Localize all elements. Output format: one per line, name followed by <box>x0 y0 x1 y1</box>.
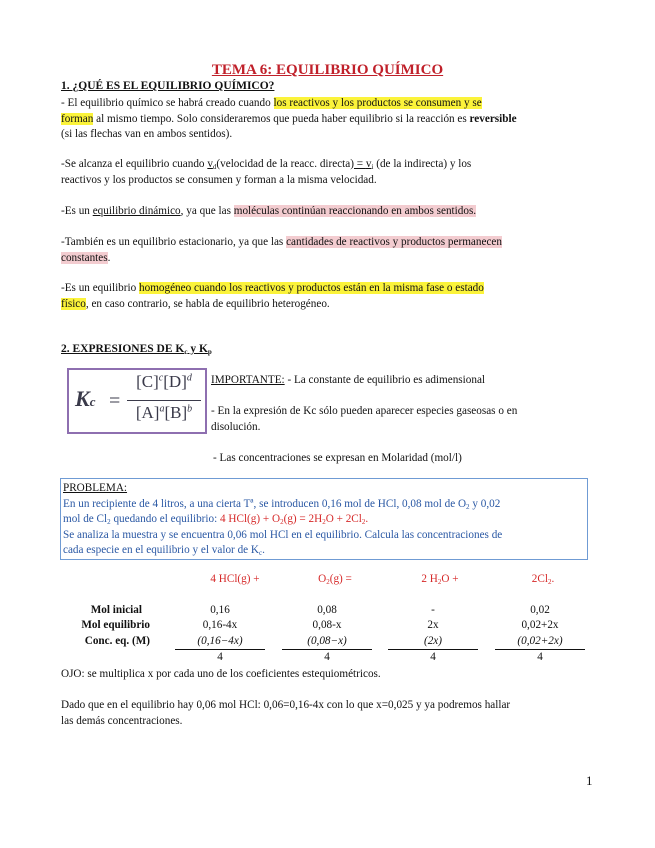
row-label-conc-eq: Conc. eq. (M) <box>84 635 150 647</box>
fraction-denominator: 4 <box>217 651 223 663</box>
text: Dado que en el equilibrio hay 0,06 mol HCl: 0,06=0,16-4x con lo que x=0,025 y ya podremos hallar <box>61 699 511 711</box>
table-cell: 0,02 <box>530 604 550 616</box>
underlined-text: equilibrio dinámico <box>92 205 181 217</box>
text: y 0,02 <box>469 497 501 510</box>
subscript: 2 <box>466 502 470 511</box>
table-cell: 0,16 <box>210 604 230 616</box>
reaction-text: O + 2Cl <box>325 513 362 525</box>
subscript: c <box>89 394 96 409</box>
conc-fraction <box>495 634 585 664</box>
subscript: 2 <box>437 578 442 586</box>
fraction-numerator: (0,02+2x) <box>495 634 585 650</box>
velocity-symbol: v <box>207 158 213 170</box>
table-cell: 0,08 <box>317 604 337 616</box>
conc-fraction <box>282 634 372 664</box>
paragraph-homogeneous <box>61 281 601 312</box>
table-cell: - <box>431 604 435 616</box>
text: mol de Cl <box>63 513 108 525</box>
text: (si las flechas van en ambos sentidos). <box>61 128 233 140</box>
highlight-text: los reactivos y los productos se consumen y se <box>273 97 482 109</box>
paragraph-reversible <box>61 96 601 143</box>
species-o2 <box>295 573 375 585</box>
stoichiometry-note: OJO: se multiplica x por cada uno de los coeficientes estequiométricos. <box>61 668 381 680</box>
subscript: c <box>184 348 188 356</box>
subscript: 2 <box>361 518 366 526</box>
table-cell: 2x <box>427 619 439 631</box>
equals: = <box>353 158 366 170</box>
table-cell: 0,16-4x <box>202 619 238 631</box>
text: Se analiza la muestra y se encuentra 0,06 mol HCl en el equilibrio. Calcula las concentraciones de <box>63 528 503 541</box>
text: . <box>262 544 265 556</box>
text: 2 H <box>421 573 438 585</box>
subscript: c <box>259 549 263 557</box>
text: - El equilibrio químico se habrá creado cuando <box>61 97 274 109</box>
subscript: 2 <box>322 518 326 526</box>
exponent: d <box>186 372 192 384</box>
kc-symbol <box>75 386 95 412</box>
velocity-symbol: v <box>365 158 372 170</box>
problem-label: PROBLEMA: <box>63 482 128 494</box>
fraction-numerator: (2x) <box>388 634 478 650</box>
text: disolución. <box>211 420 261 433</box>
text: 4 HCl(g) + <box>210 573 260 585</box>
highlight-text: moléculas continúan reaccionando en ambos sentidos. <box>233 205 477 217</box>
text: (g) = <box>329 573 352 585</box>
subscript: 2 <box>547 578 552 586</box>
text: O + <box>441 573 459 585</box>
page-title: TEMA 6: EQUILIBRIO QUÍMICO <box>211 62 444 78</box>
text: cada especie en el equilibrio y el valor de K <box>63 544 260 556</box>
text: quedando el equilibrio: <box>110 513 221 525</box>
row-label-mol-equilibrio: Mol equilibrio <box>81 619 150 631</box>
subscript: d <box>212 163 217 171</box>
species-h2o <box>400 573 480 585</box>
fraction-numerator: (0,16−4x) <box>175 634 265 650</box>
text: K <box>75 386 90 411</box>
important-label: IMPORTANTE: <box>211 374 285 386</box>
text: -Es un <box>61 205 93 217</box>
species-cl2 <box>503 573 583 585</box>
text: -Se alcanza el equilibrio cuando <box>61 158 208 170</box>
row-label-mol-inicial: Mol inicial <box>90 604 142 616</box>
page-number: 1 <box>586 773 593 788</box>
text: [B] <box>164 403 188 422</box>
species-hcl <box>195 573 275 585</box>
subscript: 2 <box>326 578 330 586</box>
highlight-text: constantes <box>61 251 108 264</box>
equals-sign: = <box>109 390 121 412</box>
text: las demás concentraciones. <box>61 714 183 727</box>
text: -Es un equilibrio <box>61 282 139 294</box>
important-note-2 <box>211 404 591 435</box>
exponent: a <box>159 403 165 415</box>
reaction-text: 4 HCl(g) + O <box>220 513 281 525</box>
problem-text <box>63 481 585 559</box>
subscript: 2 <box>280 518 284 526</box>
highlight-text: homogéneo cuando los reactivos y productos están en la misma fase o estado <box>139 282 484 294</box>
exponent: b <box>187 403 193 415</box>
highlight-text: forman <box>61 112 94 125</box>
text: . <box>551 573 555 585</box>
text: . <box>107 251 111 264</box>
highlight-text: cantidades de reactivos y productos permanecen <box>286 236 502 248</box>
text: - En la expresión de Kc sólo pueden aparecer especies gaseosas o en <box>211 405 518 417</box>
conc-fraction <box>175 634 265 664</box>
paragraph-dynamic <box>61 204 621 220</box>
table-cell: 0,02+2x <box>521 619 559 631</box>
text: [A] <box>135 403 160 422</box>
text: En un recipiente de 4 litros, a una cierta Tª, se introducen 0,16 mol de HCl, 0,08 mol de O <box>63 497 467 510</box>
section2-heading <box>61 343 212 355</box>
fraction-bar <box>127 400 201 401</box>
text: reactivos y los productos se consumen y forman a la misma velocidad. <box>61 173 377 186</box>
text: (velocidad de la reacc. directa) <box>216 158 354 170</box>
text: [C] <box>136 372 159 391</box>
kc-formula-box <box>67 368 207 434</box>
reaction-text: (g) = 2H <box>283 513 323 525</box>
text: -También es un equilibrio estacionario, ya que las <box>61 236 287 248</box>
text: [D] <box>163 372 187 391</box>
subscript: 2 <box>107 518 111 526</box>
subscript: i <box>371 163 374 171</box>
text: y K <box>187 343 208 355</box>
text: (de la indirecta) y los <box>373 158 472 170</box>
conclusion-paragraph <box>61 698 601 729</box>
important-note-3: - Las concentraciones se expresan en Molaridad (mol/l) <box>213 452 462 464</box>
important-note-1 <box>211 373 591 389</box>
text: 2Cl <box>531 573 548 585</box>
text: 2. EXPRESIONES DE K <box>61 343 185 355</box>
table-cell: 0,08-x <box>312 619 342 631</box>
fraction-denominator: 4 <box>324 651 330 663</box>
paragraph-velocity <box>61 157 601 188</box>
text: O <box>318 573 327 585</box>
paragraph-stationary <box>61 235 601 266</box>
text: , en caso contrario, se habla de equilibrio heterogéneo. <box>85 297 330 310</box>
highlight-text: físico <box>61 297 86 310</box>
text: , ya que las <box>180 205 234 217</box>
text: al mismo tiempo. Solo consideraremos que pueda haber equilibrio si la reacción es <box>93 112 470 125</box>
fraction-numerator: (0,08−x) <box>282 634 372 650</box>
exponent: c <box>158 372 164 384</box>
formula-numerator <box>125 372 203 392</box>
fraction-denominator: 4 <box>430 651 436 663</box>
fraction-denominator: 4 <box>537 651 543 663</box>
text: - La constante de equilibrio es adimensional <box>284 374 486 386</box>
reaction-text: . <box>365 513 369 525</box>
section1-heading: 1. ¿QUÉ ES EL EQUILIBRIO QUÍMICO? <box>61 80 275 92</box>
bold-text: reversible <box>469 112 517 125</box>
conc-fraction <box>388 634 478 664</box>
formula-denominator <box>125 403 203 423</box>
subscript: p <box>207 348 212 356</box>
